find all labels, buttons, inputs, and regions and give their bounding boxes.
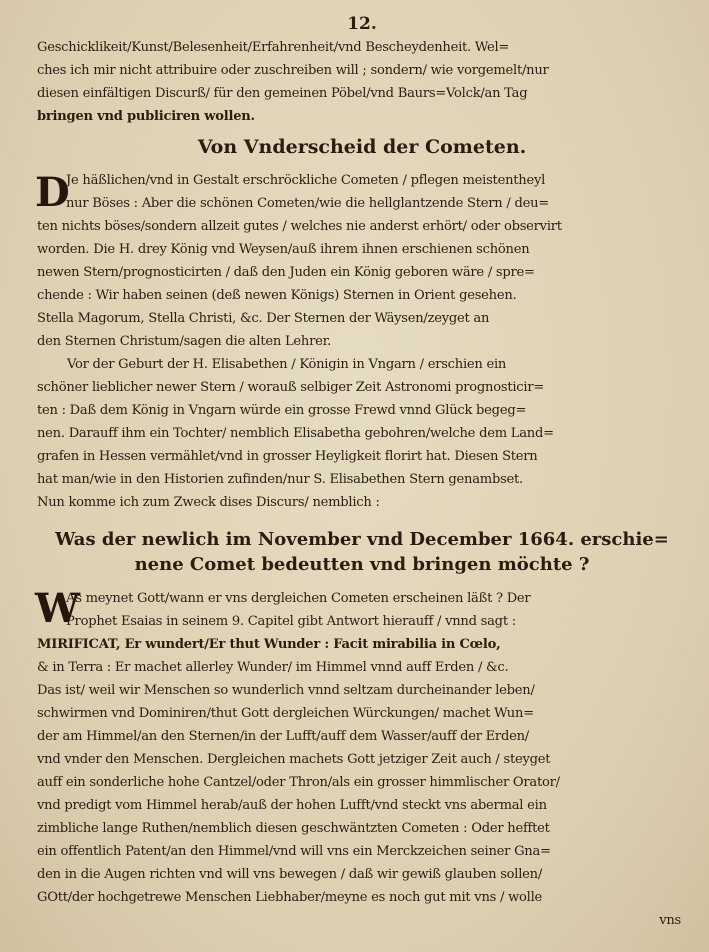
text-line: schwirmen vnd Dominiren/thut Gott dergleichen Würckungen/ machet Wun=: [37, 706, 534, 721]
text-line: zimbliche lange Ruthen/nemblich diesen geschwäntzten Cometen : Oder hefftet: [37, 821, 550, 836]
text-line: newen Stern/prognosticirten / daß den Juden ein König geboren wäre / spre=: [37, 265, 535, 280]
text-line: Vor der Geburt der H. Elisabethen / Königin in Vngarn / erschien ein: [67, 357, 507, 372]
section-heading-comet-1664: [37, 527, 687, 577]
catchword: vns: [659, 913, 681, 928]
paragraph-comet-meaning: [37, 587, 687, 932]
heading-line: Was der newlich im November vnd December 1664. erschie=: [55, 529, 669, 550]
text-line: Stella Magorum, Stella Christi, &c. Der Sternen der Wäysen/zeyget an: [37, 311, 490, 326]
text-line: worden. Die H. drey König vnd Weysen/auß ihrem ihnen erschienen schönen: [37, 242, 530, 257]
text-line: Je häßlichen/vnd in Gestalt erschröckliche Cometen / pflegen meistentheyl: [66, 173, 546, 188]
drop-cap: W: [35, 585, 80, 632]
text-line: diesen einfältigen Discurß/ für den gemeinen Pöbel/vnd Baurs=Volck/an Tag: [37, 86, 528, 101]
intro-paragraph: [37, 36, 687, 128]
text-line: Geschicklikeit/Kunst/Belesenheit/Erfahrenheit/vnd Bescheydenheit. Wel=: [37, 40, 510, 55]
text-line: As meynet Gott/wann er vns dergleichen Cometen erscheinen läßt ? Der: [66, 591, 531, 606]
drop-cap: D: [35, 169, 70, 216]
page-number: 12.: [347, 14, 377, 34]
text-line: der am Himmel/an den Sternen/in der Lufft/auff dem Wasser/auff der Erden/: [37, 729, 529, 744]
section-heading-comet-types: Von Vnderscheid der Cometen.: [197, 136, 527, 158]
paragraph-comet-types: [37, 169, 687, 353]
paragraph-elisabeth: [37, 353, 687, 514]
heading-line: nene Comet bedeutten vnd bringen möchte ?: [134, 554, 590, 575]
text-line: GOtt/der hochgetrewe Menschen Liebhaber/meyne es noch gut mit vns / wolle: [37, 890, 543, 905]
text-line: den in die Augen richten vnd will vns bewegen / daß wir gewiß glauben sollen/: [37, 867, 543, 882]
text-line: hat man/wie in den Historien zufinden/nur S. Elisabethen Stern genambset.: [37, 472, 523, 487]
text-line: schöner lieblicher newer Stern / worauß selbiger Zeit Astronomi prognosticir=: [37, 380, 545, 395]
text-line: ten nichts böses/sondern allzeit gutes / welches nie anderst erhört/ oder observirt: [37, 219, 562, 234]
text-line: ches ich mir nicht attribuire oder zuschreiben will ; sondern/ wie vorgemelt/nur: [37, 63, 549, 78]
text-line: ten : Daß dem König in Vngarn würde ein grosse Frewd vnnd Glück begeg=: [37, 403, 527, 418]
text-line: vnd predigt vom Himmel herab/auß der hohen Lufft/vnd steckt vns abermal ein: [37, 798, 547, 813]
text-line: den Sternen Christum/sagen die alten Lehrer.: [37, 334, 332, 349]
text-line: Nun komme ich zum Zweck dises Discurs/ nemblich :: [37, 495, 380, 510]
text-line: Prophet Esaias in seinem 9. Capitel gibt Antwort hierauff / vnnd sagt :: [66, 614, 516, 629]
text-line: nen. Darauff ihm ein Tochter/ nemblich Elisabetha gebohren/welche dem Land=: [37, 426, 554, 441]
text-line: grafen in Hessen vermählet/vnd in grosser Heyligkeit florirt hat. Diesen Stern: [37, 449, 538, 464]
text-line: auff ein sonderliche hohe Cantzel/oder Thron/als ein grosser himmlischer Orator/: [37, 775, 560, 790]
text-line: bringen vnd publiciren wollen.: [37, 109, 255, 124]
text-line: nur Böses : Aber die schönen Cometen/wie die hellglantzende Stern / deu=: [66, 196, 550, 211]
text-line: ein offentlich Patent/an den Himmel/vnd will vns ein Merckzeichen seiner Gna=: [37, 844, 551, 859]
text-line: Das ist/ weil wir Menschen so wunderlich vnnd seltzam durcheinander leben/: [37, 683, 535, 698]
text-line: & in Terra : Er machet allerley Wunder/ im Himmel vnnd auff Erden / &c.: [37, 660, 509, 675]
text-line: MIRIFICAT, Er wundert/Er thut Wunder : Facit mirabilia in Cœlo,: [37, 637, 501, 652]
text-line: vnd vnder den Menschen. Dergleichen machets Gott jetziger Zeit auch / steyget: [37, 752, 551, 767]
text-line: chende : Wir haben seinen (deß newen Königs) Sternen in Orient gesehen.: [37, 288, 517, 303]
